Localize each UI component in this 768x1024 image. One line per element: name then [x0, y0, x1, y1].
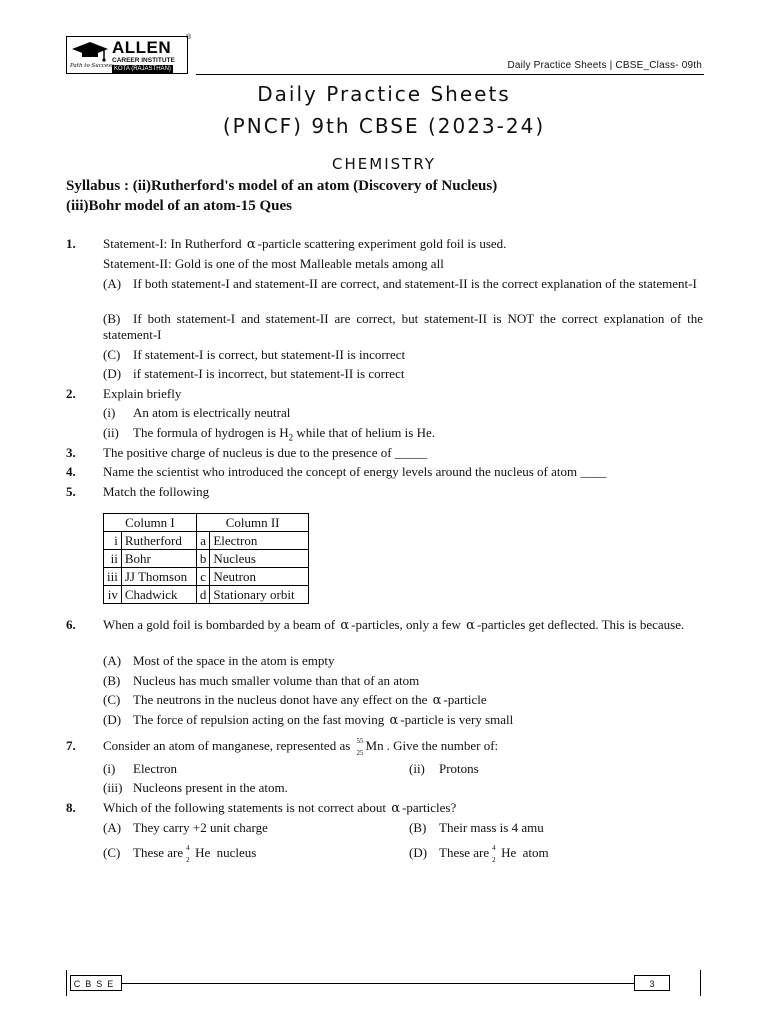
option-label: (C)	[103, 845, 121, 860]
option-text: Nucleus has much smaller volume than that of an atom	[133, 673, 420, 688]
q8-option-d	[409, 844, 689, 864]
option-label: (iii)	[103, 780, 123, 795]
option-text: if statement-I is incorrect, but statement-II is correct	[133, 366, 405, 381]
q1-statement-1	[103, 236, 703, 253]
q1-statement-2: Statement-II: Gold is one of the most Malleable metals among all	[103, 256, 444, 271]
allen-logo	[66, 34, 192, 74]
option-label: (B)	[103, 311, 121, 326]
logo-registered-mark: ®	[186, 34, 192, 41]
q8-text-post: -particles?	[402, 800, 457, 815]
option-label: (C)	[103, 692, 121, 707]
alpha-symbol: α	[246, 237, 256, 252]
column2-cell: Stationary orbit	[210, 586, 309, 604]
element-symbol: He	[501, 845, 517, 860]
q1-option-c	[103, 347, 703, 363]
mass-number: 4	[492, 844, 496, 852]
q7-part-iii	[103, 780, 703, 796]
logo-brand: ALLEN	[112, 38, 172, 57]
table-row	[104, 532, 309, 550]
question-number: 6.	[66, 617, 76, 632]
footer-label: CBSE	[70, 975, 122, 991]
row-numeral: i	[104, 532, 122, 550]
q6-text	[103, 617, 703, 634]
q1-option-d	[103, 366, 703, 382]
option-label: (ii)	[409, 761, 425, 776]
option-text: The force of repulsion acting on the fast moving	[133, 712, 385, 727]
q5-text: Match the following	[103, 484, 210, 499]
q7-part-ii	[409, 761, 689, 777]
option-text: An atom is electrically neutral	[133, 405, 291, 420]
atomic-number: 2	[492, 856, 496, 864]
table-header-row	[104, 514, 309, 532]
option-text-post: -particle	[443, 692, 487, 707]
q7-text-post: . Give the number of:	[386, 738, 499, 753]
mass-number: 55	[356, 737, 364, 745]
manganese-notation	[356, 737, 384, 757]
mass-number: 4	[186, 844, 190, 852]
column1-cell: Rutherford	[121, 532, 196, 550]
table-row	[104, 568, 309, 586]
header-right-text: Daily Practice Sheets | CBSE_Class- 09th	[507, 60, 702, 71]
row-letter: c	[196, 568, 210, 586]
page-number: 3	[634, 975, 670, 991]
q7-part-i	[103, 761, 363, 777]
element-symbol: Mn	[365, 738, 384, 753]
helium-notation	[492, 844, 517, 864]
footer-left-tick	[66, 970, 67, 996]
q2-part-i	[103, 405, 703, 421]
row-letter: d	[196, 586, 210, 604]
table-row	[104, 550, 309, 568]
option-text: Nucleons present in the atom.	[133, 780, 288, 795]
option-text: These are	[133, 845, 184, 860]
alpha-symbol: α	[389, 713, 399, 728]
question-number: 5.	[66, 484, 76, 499]
alpha-symbol: α	[466, 618, 475, 633]
table-header: Column I	[104, 514, 197, 532]
footer-right-tick	[700, 970, 701, 996]
option-label: (D)	[103, 366, 122, 381]
option-label: (A)	[103, 653, 122, 668]
option-text-post: while that of helium is He.	[293, 425, 435, 440]
alpha-symbol: α	[432, 693, 442, 708]
page-title-line1: Daily Practice Sheets	[257, 82, 511, 106]
question-number: 2.	[66, 386, 76, 401]
question-number: 1.	[66, 236, 76, 251]
match-table	[103, 513, 309, 604]
logo-subtitle: CAREER INSTITUTE	[112, 57, 175, 64]
header-rule	[196, 74, 704, 75]
option-label: (D)	[409, 845, 428, 860]
column2-cell: Electron	[210, 532, 309, 550]
q3-text: The positive charge of nucleus is due to the presence of _____	[103, 445, 428, 460]
q8-text-pre: Which of the following statements is not correct about	[103, 800, 387, 815]
question-number: 3.	[66, 445, 76, 460]
option-text-post: -particle is very small	[400, 712, 514, 727]
q7-text-pre: Consider an atom of manganese, represented as	[103, 738, 351, 753]
row-numeral: iv	[104, 586, 122, 604]
syllabus-line2: (iii)Bohr model of an atom-15 Ques	[66, 198, 292, 214]
q6-option-d	[103, 712, 703, 729]
q2-text: Explain briefly	[103, 386, 182, 401]
table-row	[104, 586, 309, 604]
subject-heading: CHEMISTRY	[332, 155, 436, 173]
q6-option-c	[103, 692, 703, 709]
option-label: (i)	[103, 761, 116, 776]
option-text: Electron	[133, 761, 178, 776]
graduation-cap-icon	[70, 39, 110, 65]
row-numeral: ii	[104, 550, 122, 568]
row-letter: a	[196, 532, 210, 550]
option-label: (A)	[103, 276, 122, 291]
option-text-post: atom	[522, 845, 549, 860]
column1-cell: JJ Thomson	[121, 568, 196, 586]
option-text: If both statement-I and statement-II are correct, and statement-II is the correct explanation of the statement-I	[133, 276, 697, 291]
option-label: (B)	[409, 820, 427, 835]
q6-text-part2: -particles, only a few	[351, 617, 461, 632]
q6-option-b	[103, 673, 703, 689]
q8-option-a	[103, 820, 383, 836]
q7-text	[103, 737, 703, 757]
q1-statement-1-pre: Statement-I: In Rutherford	[103, 236, 242, 251]
option-text: Protons	[439, 761, 479, 776]
q6-option-a	[103, 653, 703, 669]
question-number: 8.	[66, 800, 76, 815]
row-numeral: iii	[104, 568, 122, 586]
question-number: 4.	[66, 464, 76, 479]
option-text: Their mass is 4 amu	[439, 820, 544, 835]
column2-cell: Neutron	[210, 568, 309, 586]
option-text: These are	[439, 845, 490, 860]
q2-part-ii	[103, 425, 703, 446]
option-text: The neutrons in the nucleus donot have any effect on the	[133, 692, 428, 707]
logo-tagline: Path to Success	[70, 63, 114, 69]
column1-cell: Bohr	[121, 550, 196, 568]
option-label: (B)	[103, 673, 121, 688]
syllabus-line1: Syllabus : (ii)Rutherford's model of an atom (Discovery of Nucleus)	[66, 178, 498, 194]
q8-option-b	[409, 820, 689, 836]
helium-notation	[186, 844, 211, 864]
q1-option-b	[103, 311, 703, 343]
option-label: (D)	[103, 712, 122, 727]
option-text: If statement-I is correct, but statement-II is incorrect	[133, 347, 406, 362]
question-number: 7.	[66, 738, 76, 753]
row-letter: b	[196, 550, 210, 568]
subscript: 2	[288, 432, 294, 443]
column1-cell: Chadwick	[121, 586, 196, 604]
option-text: They carry +2 unit charge	[133, 820, 268, 835]
footer-rule	[122, 983, 634, 984]
atomic-number: 2	[186, 856, 190, 864]
alpha-symbol: α	[340, 618, 350, 633]
q4-text: Name the scientist who introduced the concept of energy levels around the nucleus of atom ____	[103, 464, 607, 479]
element-symbol: He	[195, 845, 211, 860]
option-label: (i)	[103, 405, 116, 420]
q1-statement-1-post: -particle scattering experiment gold foil is used.	[257, 236, 507, 251]
q6-text-part1: When a gold foil is bombarded by a beam of	[103, 617, 336, 632]
q1-option-a	[103, 276, 703, 292]
logo-city: KOTA (RAJASTHAN)	[114, 66, 171, 72]
option-text: Most of the space in the atom is empty	[133, 653, 335, 668]
option-text: If both statement-I and statement-II are correct, but statement-II is NOT the correct explanation of the statement-I	[103, 311, 703, 342]
page-title-line2: (PNCF) 9th CBSE (2023-24)	[222, 114, 546, 138]
table-header: Column II	[196, 514, 309, 532]
column2-cell: Nucleus	[210, 550, 309, 568]
q8-option-c	[103, 844, 383, 864]
atomic-number: 25	[356, 749, 364, 757]
option-label: (ii)	[103, 425, 119, 440]
q6-text-part3: -particles get deflected. This is because.	[476, 617, 685, 632]
option-label: (C)	[103, 347, 121, 362]
option-text-post: nucleus	[216, 845, 257, 860]
q8-text	[103, 800, 703, 817]
option-label: (A)	[103, 820, 122, 835]
option-text: The formula of hydrogen is H	[133, 425, 289, 440]
alpha-symbol: α	[391, 801, 401, 816]
